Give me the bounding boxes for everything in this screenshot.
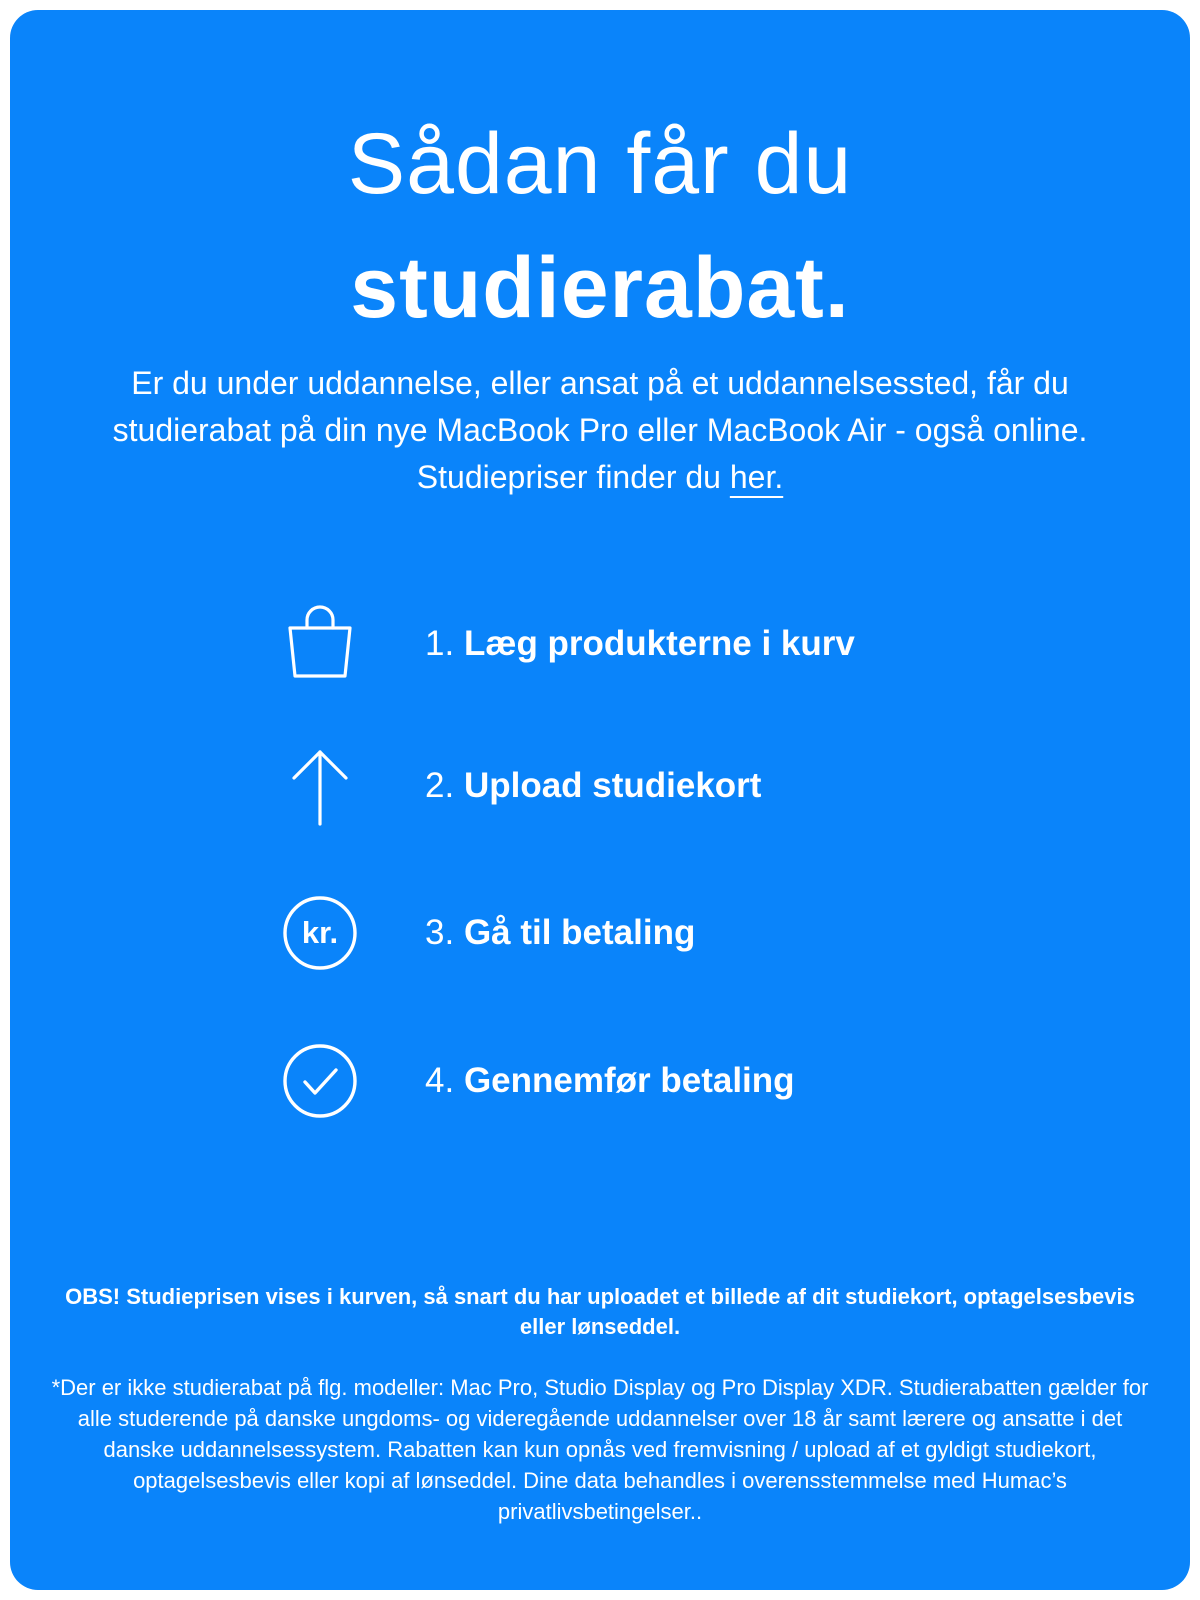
step-number: 1. bbox=[425, 624, 455, 663]
step-label: Læg produkterne i kurv bbox=[463, 624, 855, 663]
step-number: 2. bbox=[425, 766, 455, 805]
intro-paragraph bbox=[70, 360, 1130, 501]
disclaimer-text: *Der er ikke studierabat på flg. modeller: Mac Pro, Studio Display og Pro Display XDR. Studierabatten gælder for alle studerende på danske ungdoms- og videregående uddannelser over 18 år samt lærere og ansatte i det danske uddannelsessystem. Rabatten kan kun opnås ved fremvisning / upload af et gyldigt studiekort, optagelsesbevis eller kopi af lønseddel. Dine data behandles i overensstemmelse med Humac’s privatlivsbetingelser.. bbox=[51, 1375, 1149, 1524]
obs-note: OBS! Studieprisen vises i kurven, så snart du har uploadet et billede af dit studiekort, optagelsesbevis eller lønseddel. bbox=[65, 1284, 1135, 1339]
step-go-to-payment bbox=[280, 893, 980, 973]
title-line-regular: Sådan får du bbox=[347, 116, 853, 212]
currency-kr-icon bbox=[280, 893, 360, 973]
step-complete-payment bbox=[280, 1041, 980, 1121]
intro-text: Er du under uddannelse, eller ansat på et uddannelsessted, får du studierabat på din nye MacBook Pro eller MacBook Air - også online. Studiepriser finder du bbox=[112, 365, 1088, 495]
title-line-bold: studierabat. bbox=[350, 240, 850, 336]
step-text bbox=[425, 1041, 795, 1121]
shopping-bag-icon bbox=[280, 604, 360, 684]
step-number: 4. bbox=[425, 1061, 455, 1100]
checkmark-circle-icon bbox=[280, 1041, 360, 1121]
step-text bbox=[425, 893, 695, 973]
kr-icon-text: kr. bbox=[301, 915, 339, 950]
step-label: Gå til betaling bbox=[463, 913, 696, 952]
step-upload-student-card bbox=[280, 746, 980, 826]
student-prices-link[interactable]: her. bbox=[729, 459, 784, 495]
student-discount-card bbox=[10, 10, 1190, 1590]
step-add-to-cart bbox=[280, 604, 980, 684]
upload-arrow-icon bbox=[280, 746, 360, 826]
step-text bbox=[425, 746, 761, 826]
step-text bbox=[425, 604, 855, 684]
step-number: 3. bbox=[425, 913, 455, 952]
page-title bbox=[10, 102, 1190, 350]
step-label: Gennemfør betaling bbox=[463, 1061, 795, 1100]
step-label: Upload studiekort bbox=[463, 766, 762, 805]
